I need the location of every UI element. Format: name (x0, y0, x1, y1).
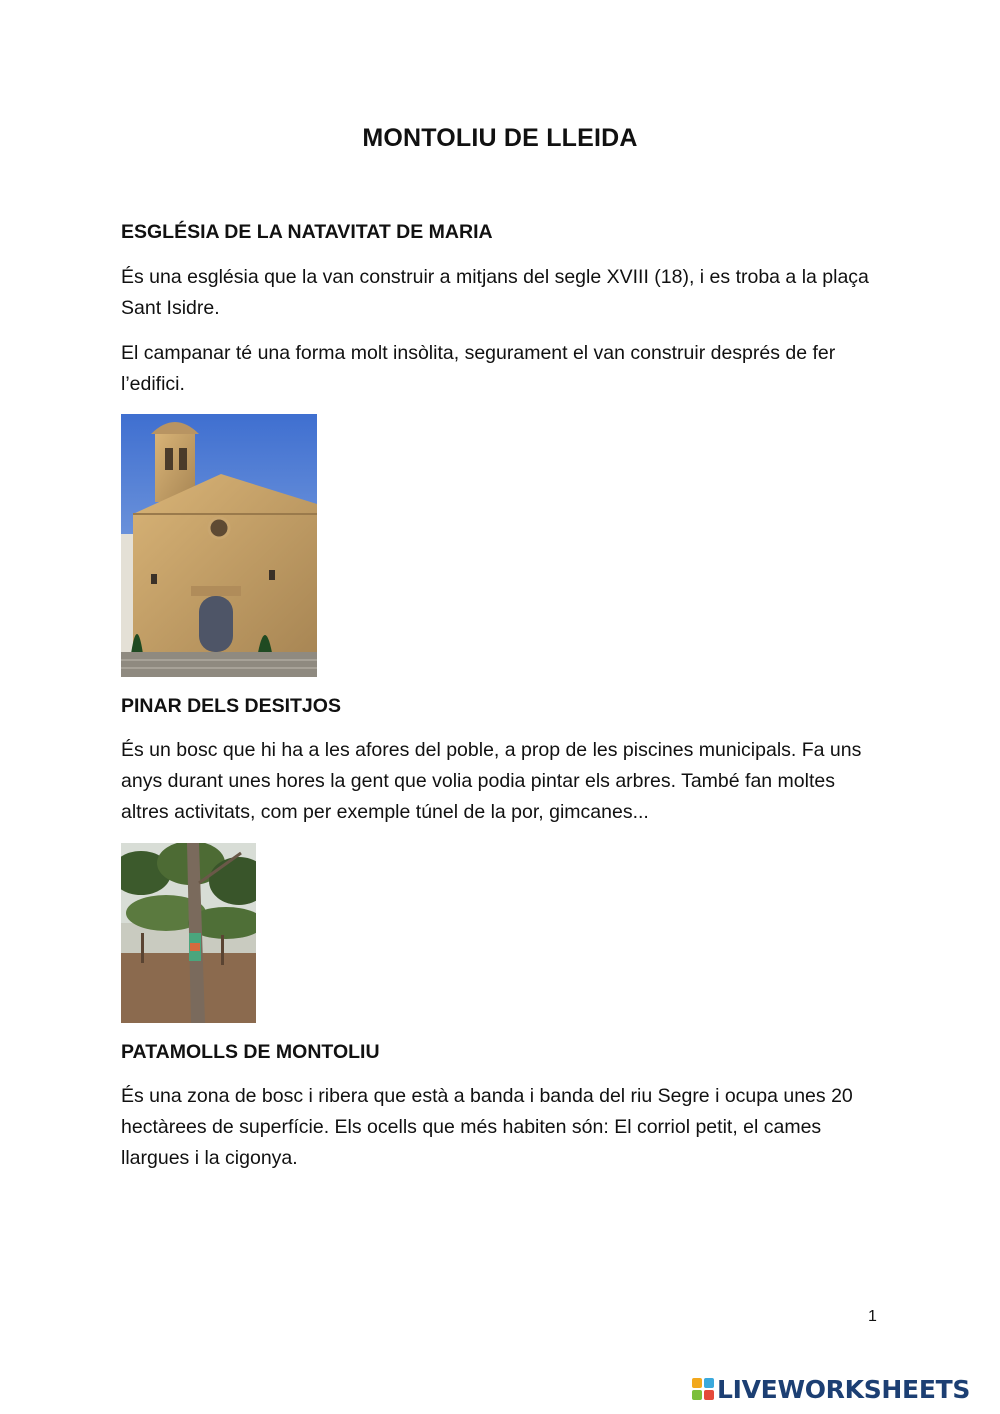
paragraph-wetlands: És una zona de bosc i ribera que està a banda i banda del riu Segre i ocupa unes 20 hectàrees de superfície. Els ocells que més habiten són: El corriol petit, el cames llargues i la cigonya. (121, 1085, 853, 1169)
liveworksheets-logo-icon (692, 1378, 714, 1400)
section-heading-church: ESGLÉSIA DE LA NATAVITAT DE MARIA (121, 221, 493, 243)
paragraph-pine-forest: És un bosc que hi ha a les afores del poble, a prop de les piscines municipals. Fa uns anys durant unes hores la gent que volia podia pintar els arbres. També fan moltes altres activitats, com per exemple túnel de la por, gimcanes... (121, 739, 862, 823)
church-photo (121, 414, 317, 677)
paragraph-church-belltower: El campanar té una forma molt insòlita, segurament el van construir després de fer l’edifici. (121, 342, 836, 395)
section-heading-wetlands: PATAMOLLS DE MONTOLIU (121, 1041, 380, 1063)
page-number: 1 (868, 1308, 877, 1325)
pine-forest-photo (121, 843, 256, 1023)
liveworksheets-footer[interactable] (692, 1373, 992, 1405)
paragraph-church-location: És una església que la van construir a mitjans del segle XVIII (18), i es troba a la plaça Sant Isidre. (121, 266, 869, 319)
page-title: MONTOLIU DE LLEIDA (362, 124, 638, 152)
liveworksheets-brand-text: LIVEWORKSHEETS (717, 1374, 971, 1404)
section-heading-pine-forest: PINAR DELS DESITJOS (121, 695, 341, 717)
